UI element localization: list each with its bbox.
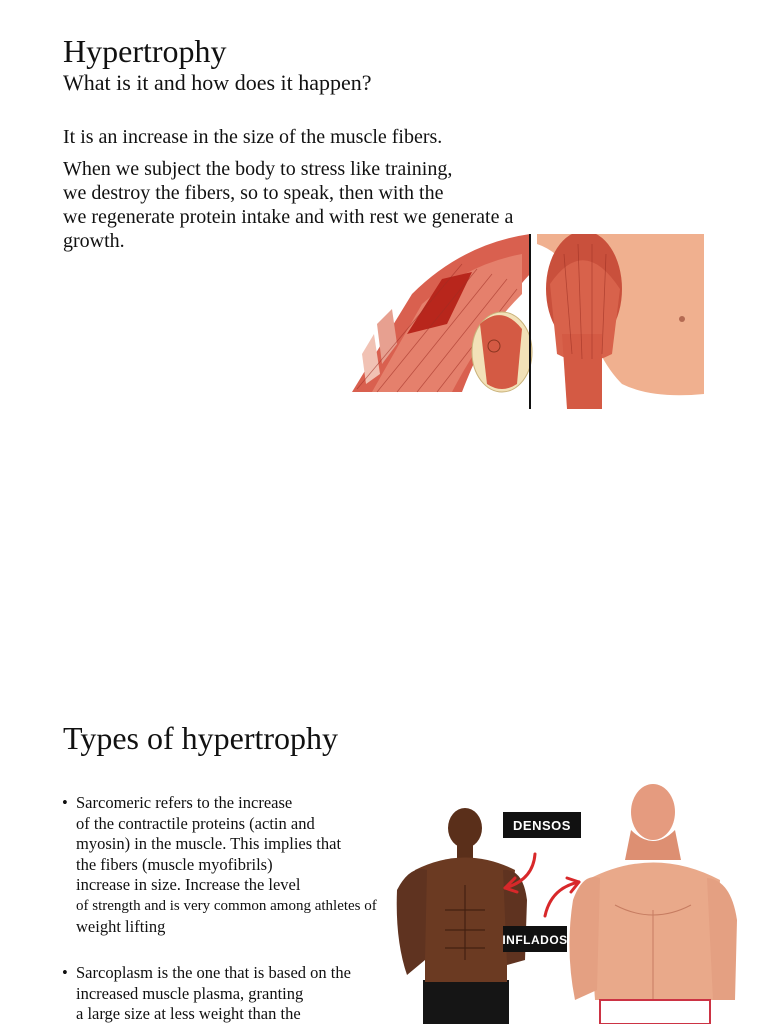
- bullet-line: a large size at less weight than the: [76, 1004, 301, 1024]
- bullet-line: the fibers (muscle myofibrils): [76, 854, 273, 874]
- slide-title-types-of-hypertrophy: Types of hypertrophy: [63, 720, 339, 756]
- bullet-line: weight lifting: [76, 916, 166, 936]
- bullet-line: Sarcomeric refers to the increase: [76, 793, 293, 812]
- bullet-line: of strength and is very common among athletes of: [76, 897, 377, 914]
- muscle-fiber-illustration: [352, 234, 704, 414]
- bodybuilders-comparison-image: [395, 760, 740, 1024]
- explanation-line: When we subject the body to stress like training,: [63, 158, 453, 180]
- explanation-line: we destroy the fibers, so to speak, then with the: [63, 182, 444, 204]
- hypertrophy-types-list: [62, 793, 432, 1025]
- bullet-icon: •: [62, 793, 68, 812]
- bullet-icon: •: [62, 963, 68, 983]
- bullet-line: of the contractile proteins (actin and: [76, 813, 315, 833]
- definition-paragraph: It is an increase in the size of the muscle fibers.: [63, 126, 443, 148]
- label-inflados: INFLADOS: [502, 933, 568, 947]
- bullet-line: myosin) in the muscle. This implies that: [76, 834, 342, 854]
- bullet-line: Sarcoplasm is the one that is based on the: [76, 963, 351, 983]
- bullet-line: increase in size. Increase the level: [76, 875, 301, 895]
- explanation-line: growth.: [63, 230, 125, 252]
- bullet-line: increased muscle plasma, granting: [76, 983, 304, 1003]
- list-item-sarcomeric: [62, 793, 432, 937]
- list-item-sarcoplasmic: [62, 963, 432, 1025]
- slide-subtitle: What is it and how does it happen?: [63, 70, 372, 95]
- explanation-line: we regenerate protein intake and with rest we generate a: [63, 206, 514, 228]
- slide-title-hypertrophy: Hypertrophy: [63, 33, 227, 69]
- label-densos: DENSOS: [513, 818, 571, 833]
